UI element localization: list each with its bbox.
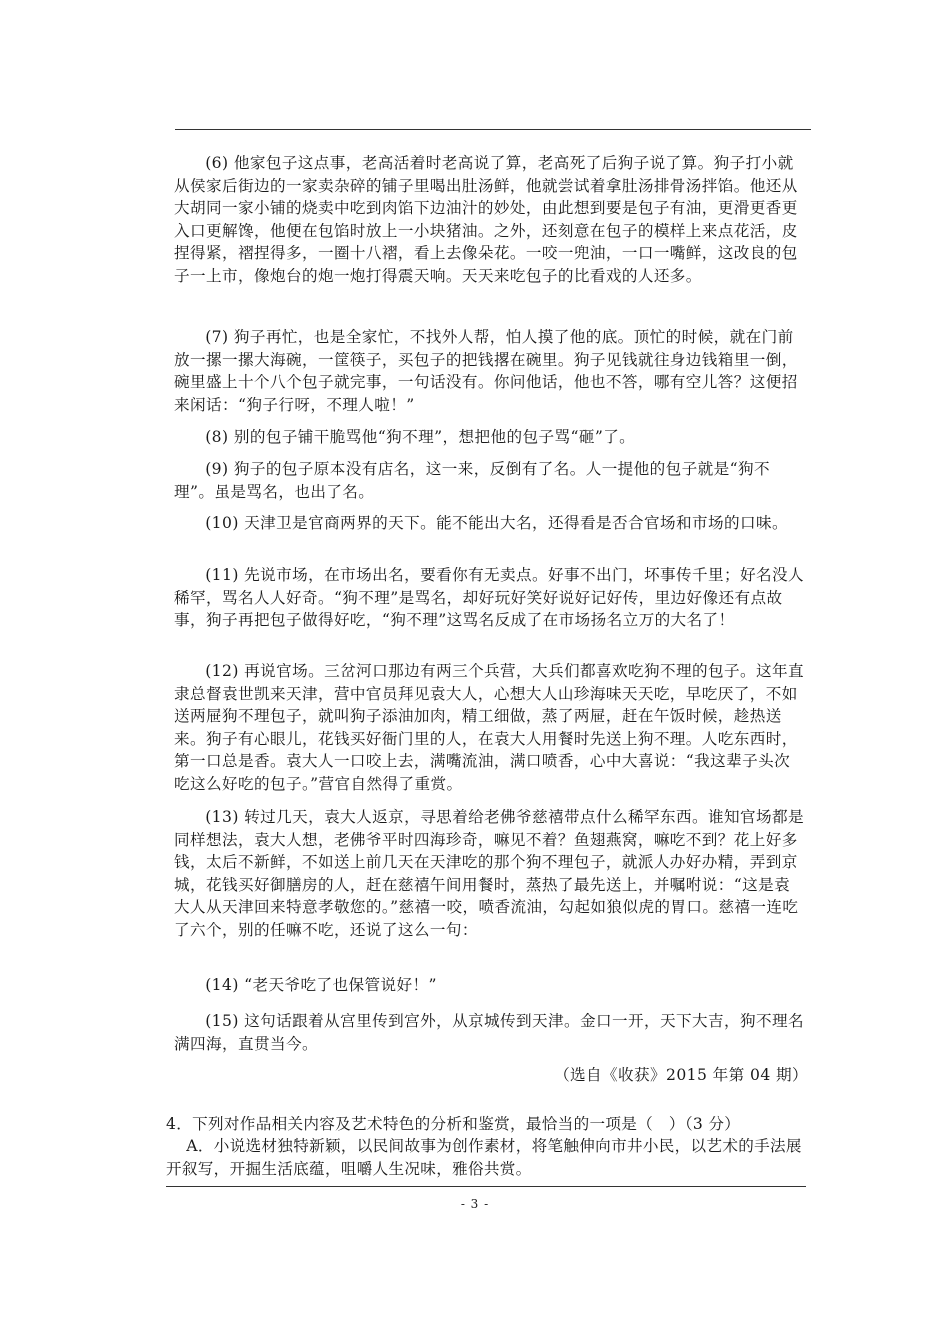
paragraph-7: (7) 狗子再忙，也是全家忙，不找外人帮，怕人摸了他的底。顶忙的时候，就在门前放一摞一摞大海碗，一筐筷子，买包子的把钱撂在碗里。狗子见钱就往身边钱箱里一倒，碗里盛上十个八个包子就完事，一句话没有。你问他话，他也不答，哪有空儿答？这便招来闲话：“狗子行呀，不理人啦！” (174, 328, 798, 414)
bottom-rule (166, 1186, 806, 1187)
paragraph-10: (10) 天津卫是官商两界的天下。能不能出大名，还得看是否合官场和市场的口味。 (205, 514, 788, 532)
question-4-stem: 4．下列对作品相关内容及艺术特色的分析和鉴赏，最恰当的一项是（ ）（3 分） (166, 1115, 741, 1133)
paragraph-14: (14) “老天爷吃了也保管说好！” (205, 976, 437, 994)
paragraph-12: (12) 再说官场。三岔河口那边有两三个兵营，大兵们都喜欢吃狗不理的包子。这年直隶总督袁世凯来天津，营中官员拜见袁大人，心想大人山珍海味天天吃，早吃厌了，不如送两屉狗不理包子，就叫狗子添油加肉，精工细做，蒸了两屉，赶在午饭时候，趁热送来。狗子有心眼儿，花钱买好衙门里的人，在袁大人用餐时先送上狗不理。人吃东西时，第一口总是香。袁大人一口咬上去，满嘴流油，满口喷香，心中大喜说：“我这辈子头次吃这么好吃的包子。”营官自然得了重赏。 (174, 662, 804, 793)
source-citation: （选自《收获》2015 年第 04 期） (554, 1066, 808, 1084)
paragraph-9: (9) 狗子的包子原本没有店名，这一来，反倒有了名。人一提他的包子就是“狗不理”。虽是骂名，也出了名。 (174, 460, 770, 501)
question-4-option-a: A．小说选材独特新颖，以民间故事为创作素材，将笔触伸向市井小民，以艺术的手法展开叙写，开掘生活底蕴，咀嚼人生况味，雅俗共赏。 (166, 1137, 802, 1178)
paragraph-6: (6) 他家包子这点事，老高活着时老高说了算，老高死了后狗子说了算。狗子打小就从侯家后街边的一家卖杂碎的铺子里喝出肚汤鲜，他就尝试着拿肚汤排骨汤拌馅。他还从大胡同一家小铺的烧卖中吃到肉馅下边油汁的妙处，由此想到要是包子有油，更滑更香更入口更解馋，他便在包馅时放上一小块猪油。之外，还刻意在包子的模样上来点花活，皮捏得紧，褶捏得多，一圈十八褶，看上去像朵花。一咬一兜油，一口一嘴鲜，这改良的包子一上市，像炮台的炮一炮打得震天响。天天来吃包子的比看戏的人还多。 (174, 154, 798, 285)
top-rule (175, 129, 811, 130)
page-number: - 3 - (460, 1197, 490, 1211)
paragraph-13: (13) 转过几天，袁大人返京，寻思着给老佛爷慈禧带点什么稀罕东西。谁知官场都是同样想法，袁大人想，老佛爷平时四海珍奇，嘛见不着？鱼翅燕窝，嘛吃不到？花上好多钱，太后不新鲜，不如送上前几天在天津吃的那个狗不理包子，就派人办好办精，弄到京城，花钱买好御膳房的人，赶在慈禧午间用餐时，蒸热了最先送上，并嘱咐说：“这是袁大人从天津回来特意孝敬您的。”慈禧一咬，喷香流油，勾起如狼似虎的胃口。慈禧一连吃了六个，别的任嘛不吃，还说了这么一句： (174, 808, 804, 939)
paragraph-8: (8) 别的包子铺干脆骂他“狗不理”，想把他的包子骂“砸”了。 (205, 428, 636, 446)
paragraph-11: (11) 先说市场，在市场出名，要看你有无卖点。好事不出门，坏事传千里；好名没人稀罕，骂名人人好奇。“狗不理”是骂名，却好玩好笑好说好记好传，里边好像还有点故事，狗子再把包子做得好吃，“狗不理”这骂名反成了在市场扬名立万的大名了！ (174, 566, 804, 630)
paragraph-15: (15) 这句话跟着从宫里传到宫外，从京城传到天津。金口一开，天下大吉，狗不理名满四海，直贯当今。 (174, 1012, 804, 1053)
